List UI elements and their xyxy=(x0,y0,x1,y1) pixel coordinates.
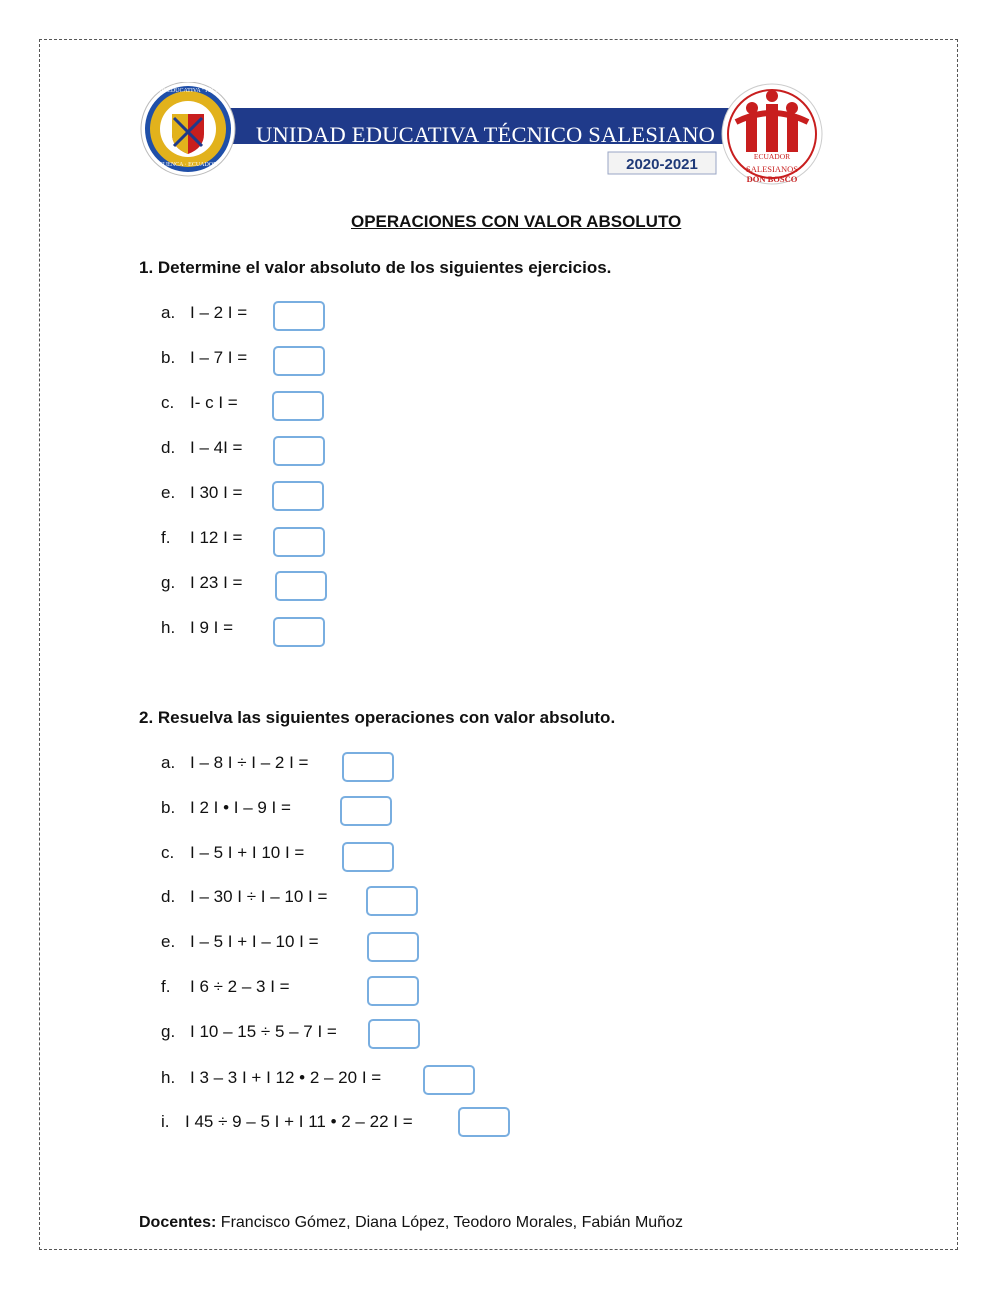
institution-name: UNIDAD EDUCATIVA TÉCNICO SALESIANO xyxy=(256,122,716,147)
s2-item-f xyxy=(161,975,290,999)
header-banner xyxy=(138,82,828,192)
answer-box-s2-d[interactable] xyxy=(366,886,418,916)
answer-box-s2-b[interactable] xyxy=(340,796,392,826)
item-expression: I – 7 I = xyxy=(190,348,248,367)
answer-box-s2-a[interactable] xyxy=(342,752,394,782)
footer-label: Docentes: xyxy=(139,1214,217,1231)
answer-box-s2-i[interactable] xyxy=(458,1107,510,1137)
item-letter: h. xyxy=(161,618,176,637)
item-letter: d. xyxy=(161,438,176,457)
s1-item-e xyxy=(161,481,242,505)
right-seal-line1: SALESIANOS xyxy=(746,164,798,174)
answer-box-s1-c[interactable] xyxy=(272,391,324,421)
item-letter: a. xyxy=(161,303,176,322)
item-expression: I – 5 I + I 10 I = xyxy=(190,843,305,862)
s2-item-c xyxy=(161,841,304,865)
answer-box-s2-e[interactable] xyxy=(367,932,419,962)
item-expression: I – 30 I ÷ I – 10 I = xyxy=(190,887,328,906)
item-expression: I 2 I • I – 9 I = xyxy=(190,798,291,817)
item-expression: I 10 – 15 ÷ 5 – 7 I = xyxy=(190,1022,337,1041)
item-expression: I – 2 I = xyxy=(190,303,248,322)
item-letter: f. xyxy=(161,528,171,547)
item-letter: f. xyxy=(161,977,171,996)
answer-box-s1-f[interactable] xyxy=(273,527,325,557)
answer-box-s2-f[interactable] xyxy=(367,976,419,1006)
section2-heading: 2. Resuelva las siguientes operaciones con valor absoluto. xyxy=(139,708,616,727)
s1-item-g xyxy=(161,571,242,595)
item-letter: g. xyxy=(161,1022,176,1041)
item-expression: I – 8 I ÷ I – 2 I = xyxy=(190,753,309,772)
item-expression: I – 5 I + I – 10 I = xyxy=(190,932,319,951)
item-letter: c. xyxy=(161,843,175,862)
item-letter: d. xyxy=(161,887,176,906)
answer-box-s1-b[interactable] xyxy=(273,346,325,376)
answer-box-s1-e[interactable] xyxy=(272,481,324,511)
footer-names: Francisco Gómez, Diana López, Teodoro Morales, Fabián Muñoz xyxy=(216,1214,683,1231)
s2-item-h xyxy=(161,1066,381,1090)
right-seal-country: ECUADOR xyxy=(753,152,791,161)
item-letter: c. xyxy=(161,393,175,412)
s2-item-e xyxy=(161,930,319,954)
item-letter: b. xyxy=(161,798,176,817)
s1-item-c xyxy=(161,391,238,415)
s1-item-a xyxy=(161,301,247,325)
answer-box-s1-h[interactable] xyxy=(273,617,325,647)
answer-box-s2-h[interactable] xyxy=(423,1065,475,1095)
section1-heading: 1. Determine el valor absoluto de los siguientes ejercicios. xyxy=(139,258,612,277)
answer-box-s2-g[interactable] xyxy=(368,1019,420,1049)
s2-item-b xyxy=(161,796,291,820)
item-letter: a. xyxy=(161,753,176,772)
item-expression: I 45 ÷ 9 – 5 I + I 11 • 2 – 22 I = xyxy=(185,1112,413,1131)
item-expression: I 30 I = xyxy=(190,483,243,502)
item-expression: I 23 I = xyxy=(190,573,243,592)
footer-teachers xyxy=(139,1214,683,1232)
item-expression: I 3 – 3 I + I 12 • 2 – 20 I = xyxy=(190,1068,382,1087)
worksheet-title: OPERACIONES CON VALOR ABSOLUTO xyxy=(351,212,682,231)
s2-item-i xyxy=(161,1110,413,1134)
item-expression: I 12 I = xyxy=(190,528,243,547)
s1-item-d xyxy=(161,436,242,460)
left-seal-bottom: CUENCA · ECUADOR xyxy=(158,162,218,168)
item-expression: I – 4I = xyxy=(190,438,243,457)
s1-item-f xyxy=(161,526,242,550)
item-letter: h. xyxy=(161,1068,176,1087)
left-seal-text: UNIDAD EDUCATIVA "TÉCNICO SALESIANO" xyxy=(142,88,268,94)
answer-box-s1-d[interactable] xyxy=(273,436,325,466)
answer-box-s1-a[interactable] xyxy=(273,301,325,331)
s2-item-g xyxy=(161,1020,337,1044)
answer-box-s2-c[interactable] xyxy=(342,842,394,872)
item-expression: I 9 I = xyxy=(190,618,233,637)
item-expression: I- c I = xyxy=(190,393,238,412)
s1-item-b xyxy=(161,346,247,370)
item-letter: g. xyxy=(161,573,176,592)
answer-box-s1-g[interactable] xyxy=(275,571,327,601)
item-letter: i. xyxy=(161,1112,170,1131)
s1-item-h xyxy=(161,616,233,640)
item-letter: e. xyxy=(161,483,176,502)
item-letter: e. xyxy=(161,932,176,951)
item-letter: b. xyxy=(161,348,176,367)
school-year: 2020-2021 xyxy=(626,156,698,173)
s2-item-a xyxy=(161,751,308,775)
right-seal-line2: DON BOSCO xyxy=(746,174,798,184)
s2-item-d xyxy=(161,885,327,909)
item-expression: I 6 ÷ 2 – 3 I = xyxy=(190,977,290,996)
